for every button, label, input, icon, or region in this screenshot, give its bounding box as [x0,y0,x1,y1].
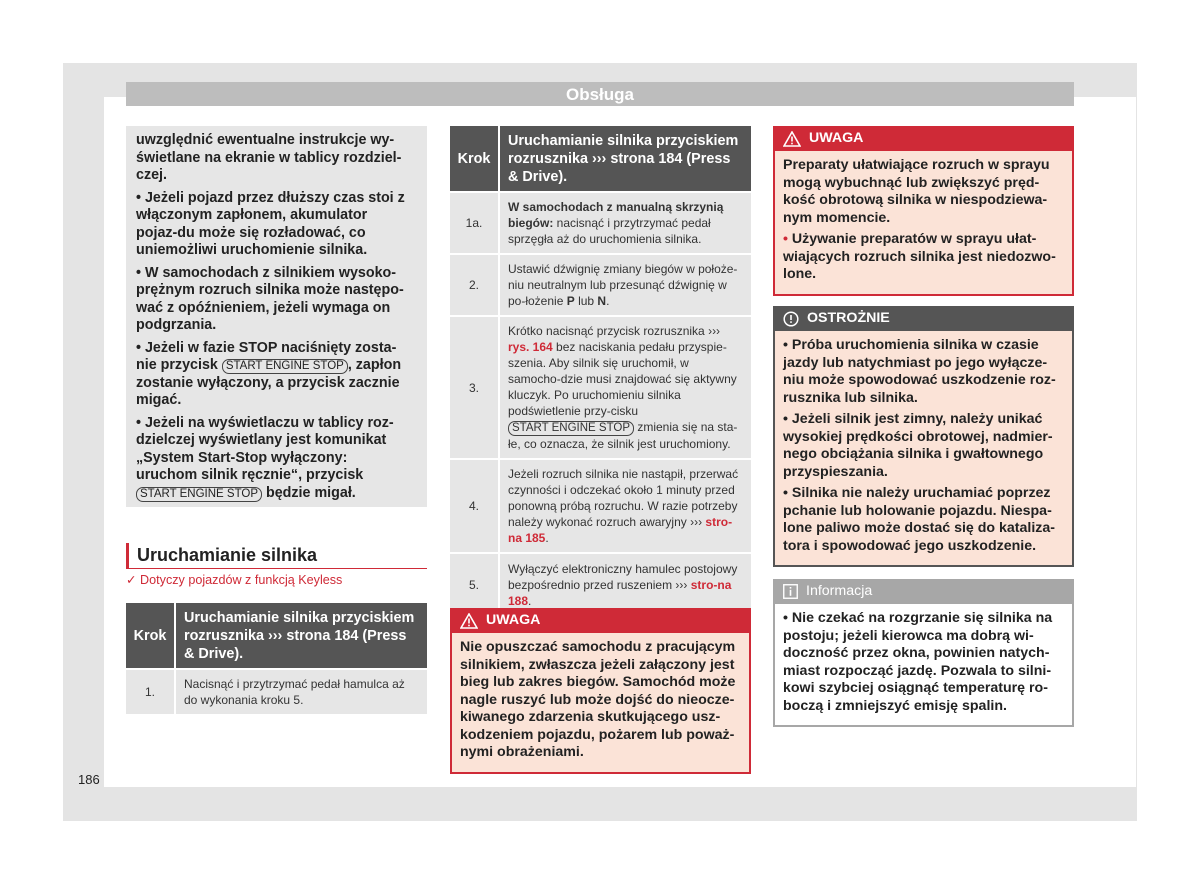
warning-body [773,151,1074,296]
step-text [499,316,751,459]
warning-body [450,633,751,774]
step-number: 2. [450,254,499,316]
note-text: będzie migał. [262,484,356,501]
start-engine-stop-button-label: START ENGINE STOP [508,421,634,436]
step-text-part: . [606,294,610,308]
section-title: Uruchamianie silnika [126,543,427,569]
exclamation-circle-icon [783,311,799,327]
warning-header [450,608,751,633]
note-paragraph: uwzględnić ewentualne instrukcje wy-świetlane na ekranie w tablicy rozdziel-czej. [136,132,402,183]
info-heading: Informacja [806,583,873,599]
note-box [126,126,427,507]
step-number: 1. [126,669,175,714]
step-text [499,254,751,316]
step-text [499,459,751,553]
note-paragraph: • Jeżeli pojazd przez dłuższy czas stoi z włączonym zapłonem, akumulator pojaz-du może się rozładować, co uniemożliwi uruchomienie silnika. [136,189,405,258]
step-emphasis: W samochodach z manualną skrzynią biegów: [508,200,724,230]
step-text [499,192,751,254]
step-number: 1a. [450,192,499,254]
info-text: • Nie czekać na rozgrzanie się silnika na postoju; jeżeli kierowca ma dobrą wi-doczność przez okna, powinien natych-miast rozpocząć jazdę. Pozwala to silni-kowi szybciej osiągnąć temperaturę ro-boczą i zmniejszyć emisję spalin. [783,610,1053,714]
warning-triangle-icon [460,613,478,629]
warning-header [773,126,1074,151]
caution-header [773,306,1074,331]
warning-text: Nie opuszczać samochodu z pracującym silnikiem, zwłaszcza jeżeli załączony jest bieg lub zakres biegów. Samochód może nagle ruszyć lub może dojść do nieocze-kiwanego zdarzenia skutkującego usz-kodzeniem pojazdu, pożarem lub poważ-nymi obrażeniami. [460,639,736,760]
info-header [773,579,1074,604]
note-paragraph [136,340,405,410]
caution-box [773,306,1074,567]
figure-link[interactable]: rys. 164 [508,340,553,354]
warning-heading: UWAGA [809,130,864,146]
table-row [450,553,751,615]
step-text-part: . [545,531,549,545]
note-paragraph [136,415,405,503]
table-row [450,192,751,254]
page-header: Obsługa [126,82,1074,106]
step-text-part: lub [574,294,598,308]
page-link[interactable]: stro-na 188 [508,577,732,608]
warning-heading: UWAGA [486,612,541,628]
caution-heading: OSTROŻNIE [807,310,890,326]
page-number: 186 [78,772,100,787]
step-text-part: Wyłączyć elektroniczny hamulec postojowy bezpośrednio przed ruszeniem ››› [508,561,738,592]
step-text-part: zmienia się na sta-łe, co oznacza, że silnik jest uruchomiony. [508,420,738,451]
col-krok: Krok [450,126,499,192]
caution-text: • Jeżeli silnik jest zimny, należy unikać wysokiej prędkości obrotowej, nadmier-nego obciążania silnika i gwałtownego przyspieszania. [783,411,1053,480]
step-text-part: Ustawić dźwignię zmiany biegów w położe-niu neutralnym lub przesunąć dźwignię w po-łożenie [508,262,738,308]
step-text-part: nacisnąć i przytrzymać pedał sprzęgła aż do uruchomienia silnika. [508,216,711,246]
warning-box [450,608,751,774]
col-title: Uruchamianie silnika przyciskiem rozrusznika ››› strona 184 (Press & Drive). [175,603,427,669]
step-text [499,553,751,615]
step-text-part: . [528,593,532,608]
step-number: 5. [450,553,499,615]
bullet: • [783,231,788,247]
step-text-part: bez naciskania pedału przyspie-szenia. Aby silnik się uruchomił, w samocho-dzie musi znajdować się aktywny kluczyk. Po uruchomieniu silnika podświetlenie przy-cisku [508,340,737,418]
steps-table-mid [450,126,751,615]
page-link[interactable]: stro-na 185 [508,515,733,545]
step-number: 4. [450,459,499,553]
col-title: Uruchamianie silnika przyciskiem rozrusznika ››› strona 184 (Press & Drive). [499,126,751,192]
caution-body [773,331,1074,567]
info-box [773,579,1074,727]
warning-text-part: Używanie preparatów w sprayu ułat-wiających rozruch silnika jest niedozwo-lone. [783,231,1056,282]
note-paragraph: • W samochodach z silnikiem wysoko-prężnym rozruch silnika może następo-wać z opóźnieniem, jeżeli wymaga on podgrzania. [136,264,404,333]
step-text-part: Jeżeli rozruch silnika nie nastąpił, przerwać czynności i odczekać około 1 minuty przed ponowną próbą rozruchu. W razie potrzeby należy wykonać rozruch awaryjny ››› [508,467,739,529]
note-text: , zapłon zostanie wyłączony, a przycisk zacznie migać. [136,357,402,408]
info-body [773,604,1074,727]
warning-text [783,231,1064,284]
warning-box [773,126,1074,296]
step-text-part: Krótko nacisnąć przycisk rozrusznika ››› [508,324,721,338]
warning-triangle-icon [783,131,801,147]
start-engine-stop-button-label: START ENGINE STOP [136,487,262,502]
start-engine-stop-button-label: START ENGINE STOP [222,359,348,374]
note-text: • Jeżeli na wyświetlaczu w tablicy roz-dzielczej wyświetlany jest komunikat „System Start-Stop wyłączony: uruchom silnik ręcznie“, przycisk [136,414,394,483]
table-row [450,459,751,553]
note-text: • Jeżeli w fazie STOP naciśnięty zosta-nie przycisk [136,339,397,373]
table-row [450,316,751,459]
gear-n: N [597,294,607,308]
gear-p: P [566,294,575,308]
steps-table-left [126,603,427,714]
table-row [450,254,751,316]
caution-text: • Silnika nie należy uruchamiać poprzez pchanie lub holowanie pojazdu. Niespa-lone paliwo może dostać się do kataliza-tora i spowodować jego uszkodzenie. [783,485,1055,554]
step-number: 3. [450,316,499,459]
caution-text: • Próba uruchomienia silnika w czasie jazdy lub natychmiast po jego wyłącze-niu może spowodować uszkodzenie roz-rusznika lub silnika. [783,337,1056,406]
step-text: Nacisnąć i przytrzymać pedał hamulca aż do wykonania kroku 5. [175,669,427,714]
table-row [126,669,427,714]
applies-note: ✓ Dotyczy pojazdów z funkcją Keyless [126,573,343,587]
col-krok: Krok [126,603,175,669]
info-icon [783,584,798,599]
warning-text: Preparaty ułatwiające rozruch w sprayu mogą wybuchnąć lub zwiększyć pręd-kość obrotową silnika w niespodziewa-nym momencie. [783,157,1050,226]
